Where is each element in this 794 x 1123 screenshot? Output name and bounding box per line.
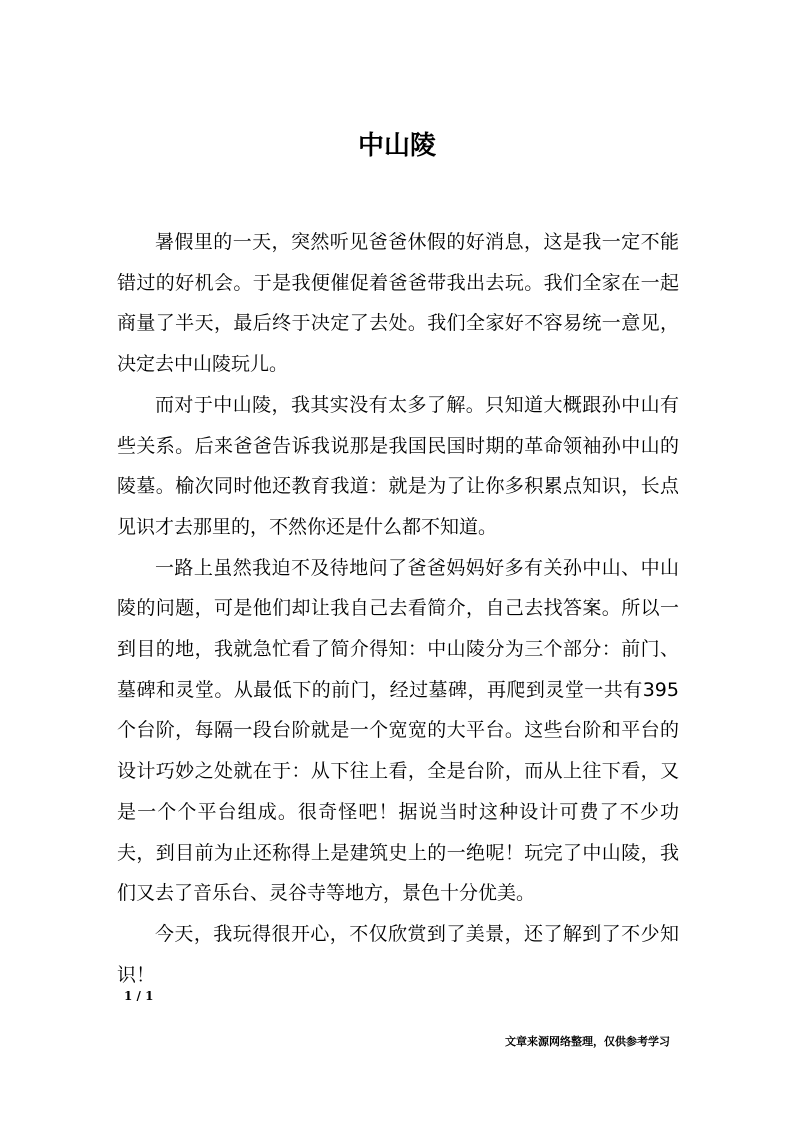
paragraph-4: 今天，我玩得很开心，不仅欣赏到了美景，还了解到了不少知识！ [117, 922, 679, 986]
source-note: 文章来源网络整理，仅供参考学习 [505, 1035, 670, 1048]
document-title: 中山陵 [357, 131, 436, 161]
paragraph-3: 一路上虽然我迫不及待地问了爸爸妈妈好多有关孙中山、中山陵的问题，可是他们却让我自己去看简介，自己去找答案。所以一到目的地，我就急忙看了简介得知：中山陵分为三个部分：前门、墓碑和灵堂。从最低下的前门，经过墓碑，再爬到灵堂一共有395个台阶，每隔一段台阶就是一个宽宽的大平台。这些台阶和平台的设计巧妙之处就在于：从下往上看，全是台阶，而从上往下看，又是一个个平台组成。很奇怪吧！据说当时这种设计可费了不少功夫，到目前为止还称得上是建筑史上的一绝呢！玩完了中山陵，我们又去了音乐台、灵谷寺等地方，景色十分优美。 [117, 556, 679, 905]
document-body [117, 222, 679, 995]
paragraph-1: 暑假里的一天，突然听见爸爸休假的好消息，这是我一定不能错过的好机会。于是我便催促着爸爸带我出去玩。我们全家在一起商量了半天，最后终于决定了去处。我们全家好不容易统一意见，决定去中山陵玩儿。 [117, 231, 679, 376]
paragraph-2: 而对于中山陵，我其实没有太多了解。只知道大概跟孙中山有些关系。后来爸爸告诉我说那是我国民国时期的革命领袖孙中山的陵墓。榆次同时他还教育我道：就是为了让你多积累点知识，长点见识才去那里的，不然你还是什么都不知道。 [117, 393, 679, 538]
page-number: 1 / 1 [124, 989, 154, 1003]
